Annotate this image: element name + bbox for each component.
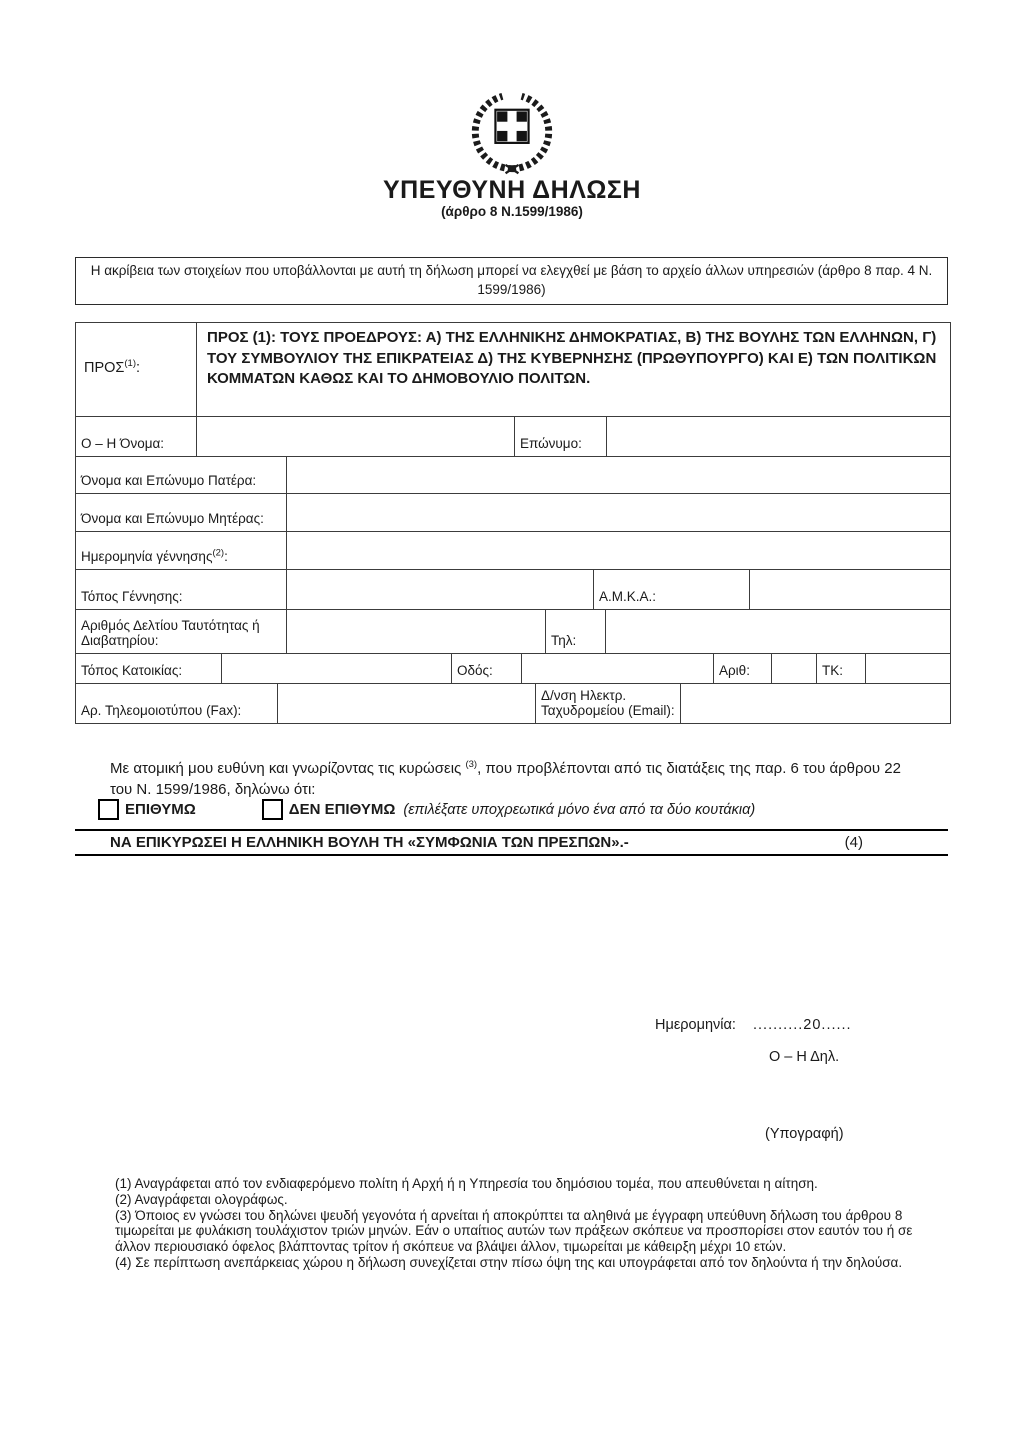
fax-email-row: [76, 683, 950, 723]
amka-label: Α.Μ.Κ.Α.:: [593, 570, 749, 609]
birth-date-input[interactable]: [286, 532, 950, 569]
phone-label: Τηλ:: [545, 610, 605, 653]
no-wish-checkbox[interactable]: [262, 799, 283, 820]
name-row: [76, 416, 950, 456]
recipient-row: [76, 323, 950, 416]
date-fill-line[interactable]: ..........20......: [753, 1017, 852, 1033]
accuracy-notice: Η ακρίβεια των στοιχείων που υποβάλλονται με αυτή τη δήλωση μπορεί να ελεγχθεί με βάση το αρχείο άλλων υπηρεσιών (άρθρο 8 παρ. 4 Ν. 1599/1986): [75, 257, 948, 305]
wish-checkbox[interactable]: [98, 799, 119, 820]
street-no-label: Αριθ:: [713, 654, 771, 683]
birth-place-row: [76, 569, 950, 609]
declarant-label: Ο – Η Δηλ.: [769, 1049, 840, 1065]
choice-row: [98, 799, 938, 820]
father-name-row: [76, 456, 950, 493]
fax-label: Αρ. Τηλεομοιοτύπου (Fax):: [81, 703, 242, 719]
recipient-value: ΠΡΟΣ (1): ΤΟΥΣ ΠΡΟΕΔΡΟΥΣ: Α) ΤΗΣ ΕΛΛΗΝΙΚΗΣ ΔΗΜΟΚΡΑΤΙΑΣ, Β) ΤΗΣ ΒΟΥΛΗΣ ΤΩΝ ΕΛΛΗΝΩΝ, Γ) ΤΟΥ ΣΥΜΒΟΥΛΙΟΥ ΤΗΣ ΕΠΙΚΡΑΤΕΙΑΣ Δ) ΤΗΣ ΚΥΒΕΡΝΗΣΗΣ (ΠΡΩΘΥΠΟΥΡΓΟ) ΚΑΙ Ε) ΤΩΝ ΠΟΛΙΤΙΚΩΝ ΚΟΜΜΑΤΩΝ ΚΑΘΩΣ ΚΑΙ ΤΟ ΔΗΜΟΒΟΥΛΙΟ ΠΟΛΙΤΩΝ.: [196, 323, 950, 416]
declaration-statement: ΝΑ ΕΠΙΚΥΡΩΣΕΙ Η ΕΛΛΗΝΙΚΗ ΒΟΥΛΗ ΤΗ «ΣΥΜΦΩΝΙΑ ΤΩΝ ΠΡΕΣΠΩΝ».-: [110, 834, 629, 851]
recipient-label: ΠΡΟΣ$^{(1)}$:: [84, 358, 141, 377]
birth-date-row: [76, 531, 950, 569]
email-label: Δ/νση Ηλεκτρ. Ταχυδρομείου (Email):: [535, 684, 680, 723]
birth-date-label: Ημερομηνία γέννησης$^{(2)}$:: [81, 547, 228, 565]
postcode-label: ΤΚ:: [816, 654, 865, 683]
mother-name-label: Όνομα και Επώνυμο Μητέρας:: [81, 511, 264, 527]
birth-place-input[interactable]: [286, 570, 593, 609]
declaration-statement-band: [75, 829, 948, 856]
footnote-ref-4: (4): [844, 834, 863, 851]
father-name-input[interactable]: [286, 457, 950, 493]
page-subtitle: (άρθρο 8 Ν.1599/1986): [441, 204, 583, 219]
amka-input[interactable]: [749, 570, 950, 609]
street-label: Οδός:: [451, 654, 521, 683]
no-wish-checkbox-label: ΔΕΝ ΕΠΙΘΥΜΩ: [288, 801, 396, 818]
footnote-1: (1) Αναγράφεται από τον ενδιαφερόμενο πολίτη ή Αρχή ή η Υπηρεσία του δημόσιου τομέα, που απευθύνεται η αίτηση.: [115, 1176, 818, 1191]
mother-name-input[interactable]: [286, 494, 950, 531]
birth-place-label: Τόπος Γέννησης:: [81, 589, 183, 605]
declaration-intro: Με ατομική μου ευθύνη και γνωρίζοντας τις κυρώσεις $^{(3)}$, που προβλέπονται από τις διατάξεις της παρ. 6 του άρθρου 22 του Ν. 1599/1986, δηλώνω ότι:: [110, 759, 901, 798]
wish-checkbox-label: ΕΠΙΘΥΜΩ: [125, 801, 196, 818]
surname-input[interactable]: [606, 417, 950, 456]
father-name-label: Όνομα και Επώνυμο Πατέρα:: [81, 473, 257, 489]
fax-input[interactable]: [277, 684, 535, 723]
mother-name-row: [76, 493, 950, 531]
residence-row: [76, 653, 950, 683]
footnote-2: (2) Αναγράφεται ολογράφως.: [115, 1191, 288, 1207]
id-number-input[interactable]: [286, 610, 545, 653]
first-name-label: Ο – Η Όνομα:: [81, 436, 165, 452]
applicant-details-table: [75, 322, 951, 724]
id-number-label: Αριθμός Δελτίου Ταυτότητας ή Διαβατηρίου:: [81, 617, 260, 649]
page-title: ΥΠΕΥΘΥΝΗ ΔΗΛΩΣΗ: [383, 176, 641, 204]
street-input[interactable]: [521, 654, 713, 683]
footnotes: [115, 1176, 915, 1271]
residence-input[interactable]: [221, 654, 451, 683]
date-label: Ημερομηνία:: [655, 1017, 736, 1033]
postcode-input[interactable]: [865, 654, 950, 683]
surname-label: Επώνυμο:: [514, 417, 606, 456]
greek-coat-of-arms-icon: [466, 84, 558, 176]
phone-input[interactable]: [605, 610, 950, 653]
footnote-4: (4) Σε περίπτωση ανεπάρκειας χώρου η δήλωση συνεχίζεται στην πίσω όψη της και υπογράφεται από τον δηλούντα ή την δηλούσα.: [115, 1254, 903, 1270]
street-no-input[interactable]: [771, 654, 816, 683]
email-input[interactable]: [680, 684, 950, 723]
residence-label: Τόπος Κατοικίας:: [81, 663, 183, 679]
footnote-3: (3) Όποιος εν γνώσει του δηλώνει ψευδή γεγονότα ή αρνείται ή αποκρύπτει τα αληθινά με έγγραφη υπεύθυνη δήλωση του άρθρου 8 τιμωρείται με φυλάκιση τουλάχιστον τριών μηνών. Εάν ο υπαίτιος αυτών των πράξεων σκόπευε να προσπορίσει στον εαυτόν του ή σε άλλον περιουσιακό όφελος βλάπτοντας τρίτον ή σκόπευε να βλάψει άλλον, τιμωρείται με κάθειρξη μέχρι 10 ετών.: [115, 1207, 913, 1255]
signature-label: (Υπογραφή): [765, 1126, 844, 1142]
id-number-row: [76, 609, 950, 653]
first-name-input[interactable]: [196, 417, 514, 456]
choice-instruction: (επιλέξατε υποχρεωτικά μόνο ένα από τα δύο κουτάκια): [403, 801, 756, 818]
